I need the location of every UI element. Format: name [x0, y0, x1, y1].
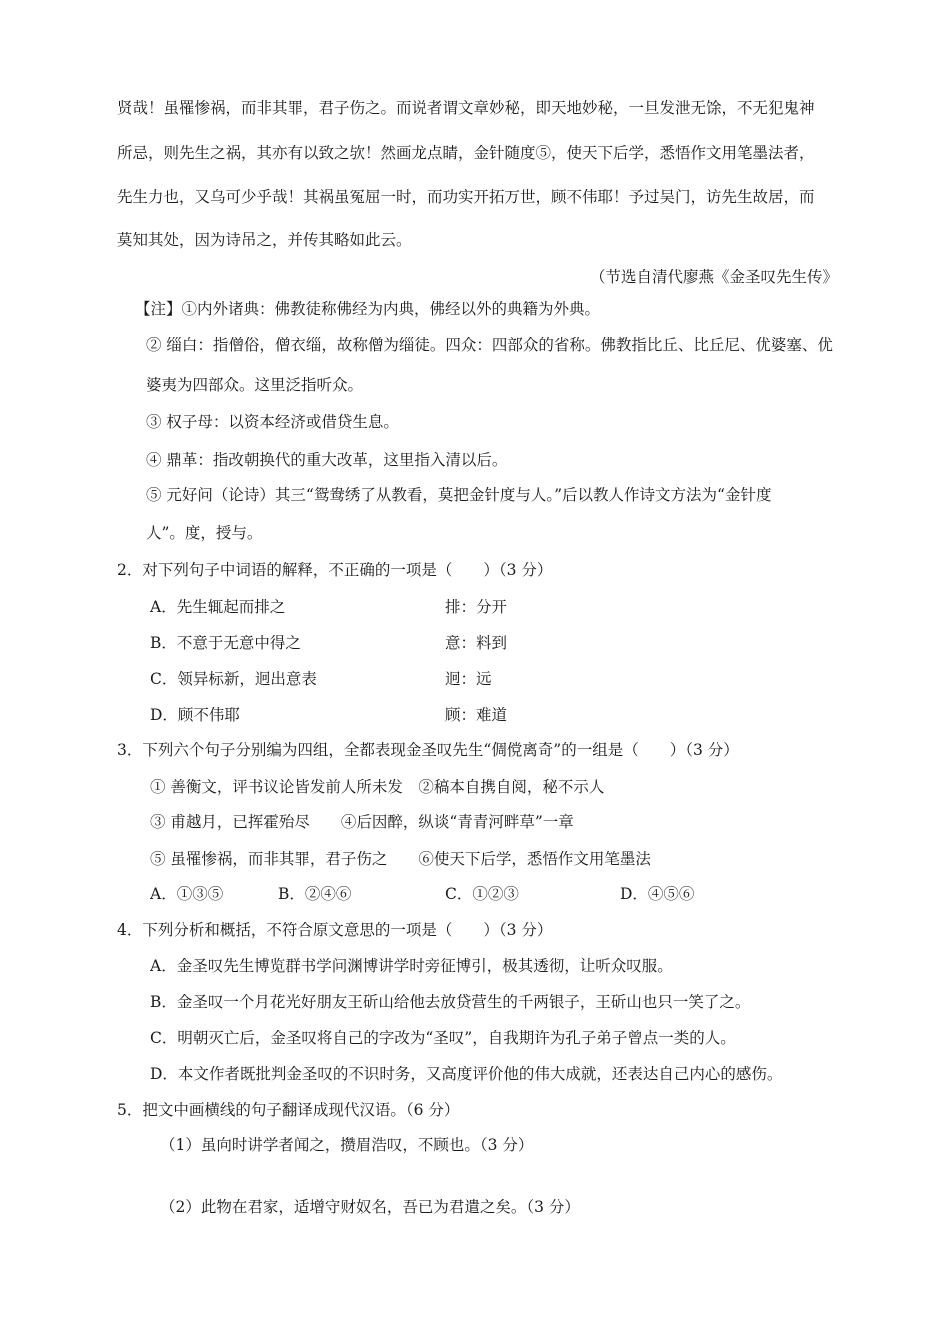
q3-choice-a: A．①③⑤ [150, 885, 224, 903]
note-5-continued: 人”。度，授与。 [146, 524, 263, 542]
q3-choice-c: C．①②③ [445, 885, 519, 903]
note-3: ③ 权子母：以资本经济或借贷生息。 [146, 413, 399, 431]
q2-option-d-gloss: 顾：难道 [445, 706, 508, 724]
q3-sentences-line-3: ⑤ 虽罹惨祸，而非其罪，君子伤之 ⑥使天下后学，悉悟作文用笔墨法 [150, 850, 651, 868]
q2-option-d: D．顾不伟耶 [150, 706, 240, 724]
q5-part-2: （2）此物在君家，适增守财奴名，吾已为君遣之矣。（3 分） [160, 1198, 580, 1216]
q2-option-a: A．先生辄起而排之 [150, 598, 286, 616]
q2-option-b-gloss: 意：料到 [445, 634, 508, 652]
q4-option-c: C．明朝灭亡后，金圣叹将自己的字改为“圣叹”，自我期许为孔子弟子曾点一类的人。 [150, 1029, 736, 1047]
passage-line-4: 莫知其处，因为诗吊之，并传其略如此云。 [117, 231, 412, 249]
q2-option-b: B．不意于无意中得之 [150, 634, 301, 652]
q3-choice-d: D．④⑤⑥ [620, 885, 695, 903]
passage-line-1: 贤哉！虽罹惨祸，而非其罪，君子伤之。而说者谓文章妙秘，即天地妙秘，一旦发泄无馀，不无犯鬼神 [117, 99, 815, 117]
q4-option-b: B．金圣叹一个月花光好朋友王斫山给他去放贷营生的千两银子，王斫山也只一笑了之。 [150, 993, 751, 1011]
q2-option-c-gloss: 迥：远 [445, 670, 492, 688]
q2-option-c: C．领异标新，迥出意表 [150, 670, 317, 688]
note-2: ② 缁白：指僧俗，僧衣缁，故称僧为缁徒。四众：四部众的省称。佛教指比丘、比丘尼、优婆塞、优 [146, 336, 833, 354]
passage-line-3: 先生力也，又乌可少乎哉！其祸虽冤屈一时，而功实开拓万世，顾不伟耶！予过吴门，访先生故居，而 [117, 188, 815, 206]
q3-sentences-line-1: ① 善衡文，评书议论皆发前人所未发 ②稿本自携自阅，秘不示人 [150, 778, 605, 796]
q3-choice-b: B．②④⑥ [278, 885, 352, 903]
q4-option-a: A．金圣叹先生博览群书学问渊博讲学时旁征博引，极其透彻，让听众叹服。 [150, 957, 673, 975]
note-5: ⑤ 元好问（论诗）其三“鸳鸯绣了从教看，莫把金针度与人。”后以教人作诗文方法为“金针度 [146, 486, 772, 504]
note-2-continued: 婆夷为四部众。这里泛指听众。 [146, 376, 364, 394]
source-citation: （节选自清代廖燕《金圣叹先生传》 [589, 268, 838, 286]
question-2-stem: 2．对下列句子中词语的解释，不正确的一项是（ ）（3 分） [117, 561, 553, 579]
note-1: 【注】①内外诸典：佛教徒称佛经为内典，佛经以外的典籍为外典。 [135, 300, 601, 318]
question-4-stem: 4．下列分析和概括，不符合原文意思的一项是（ ）（3 分） [117, 921, 553, 939]
q3-sentences-line-2: ③ 甫越月，已挥霍殆尽 ④后因醉，纵谈“青青河畔草”一章 [150, 813, 574, 831]
q5-part-1: （1）虽向时讲学者闻之，攒眉浩叹，不顾也。（3 分） [160, 1136, 534, 1154]
question-3-stem: 3．下列六个句子分别编为四组，全都表现金圣叹先生“倜傥离奇”的一组是（ ）（3 分） [117, 741, 739, 759]
passage-line-2: 所忌，则先生之祸，其亦有以致之欤！然画龙点睛，金针随度⑤，使天下后学，悉悟作文用笔墨法者， [117, 144, 815, 162]
note-4: ④ 鼎革：指改朝换代的重大改革，这里指入清以后。 [146, 451, 508, 469]
q2-option-a-gloss: 排：分开 [445, 598, 508, 616]
question-5-stem: 5．把文中画横线的句子翻译成现代汉语。（6 分） [117, 1101, 460, 1119]
q4-option-d: D．本文作者既批判金圣叹的不识时务，又高度评价他的伟大成就，还表达自己内心的感伤。 [150, 1065, 783, 1083]
